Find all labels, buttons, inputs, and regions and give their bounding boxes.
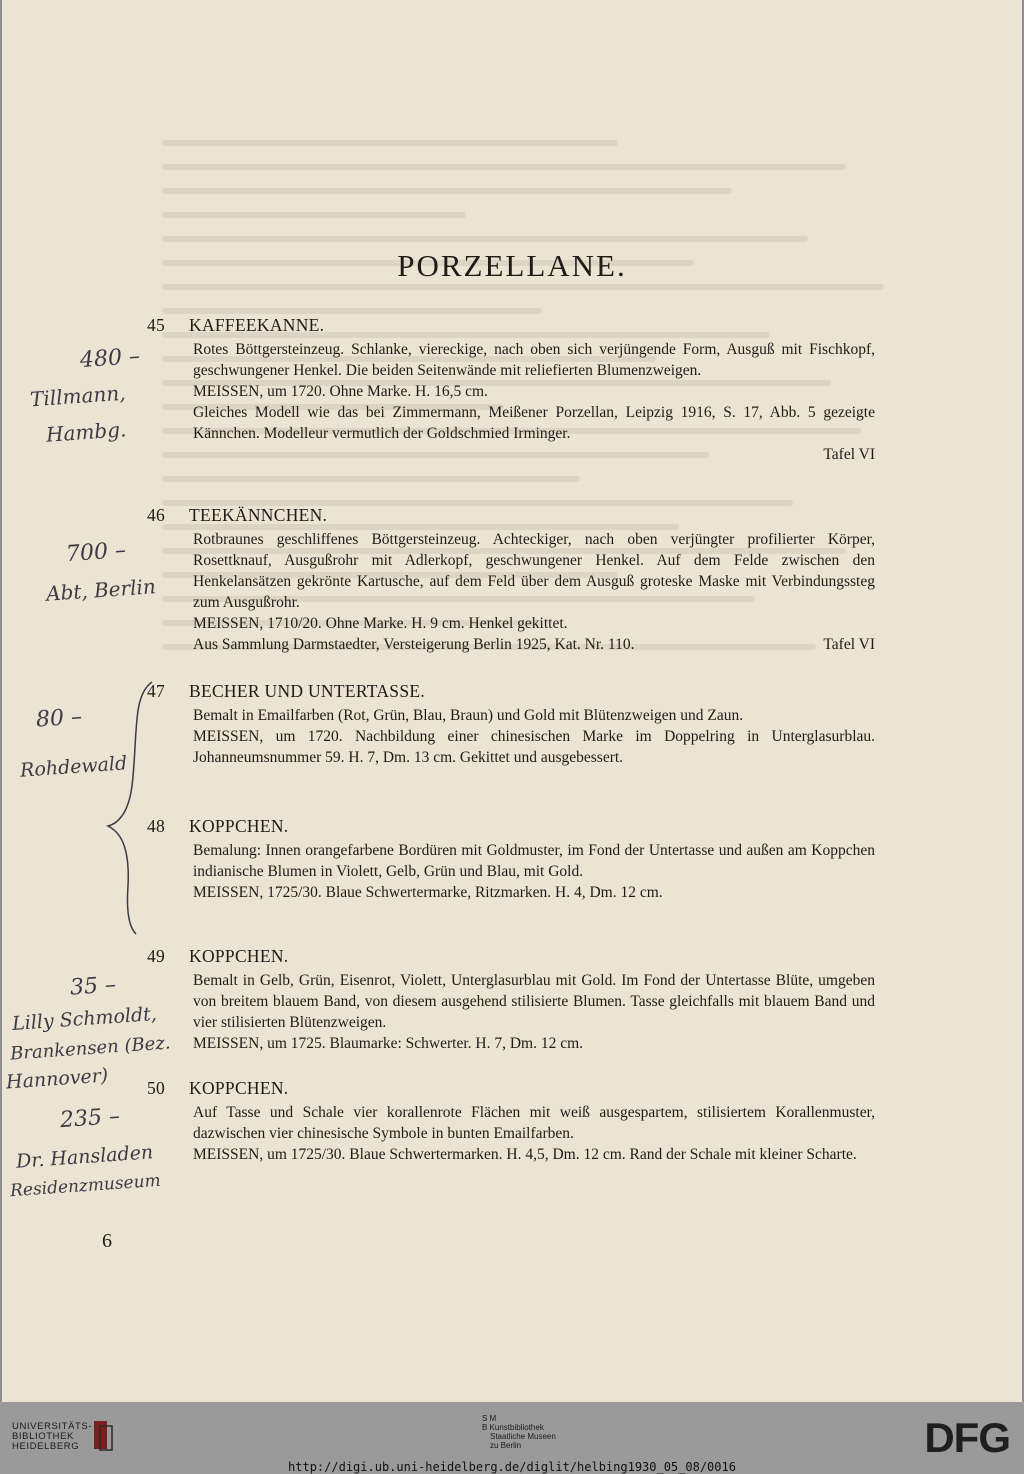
handwritten-buyer-49-place: Brankensen (Bez. [9, 1032, 172, 1065]
catalog-entry-48 [147, 815, 875, 903]
entry-description: Bemalt in Gelb, Grün, Eisenrot, Violett, Unterglasurblau mit Gold. Im Fond der Untertasse Blüte, umgeben von breitem blauem Band, von diesem ausgehend stilisierte Blumen. Tasse gleichfalls mit blauem Band und vier stilisierten Blütenzweigen. [193, 972, 875, 1031]
library-mark-icon [92, 1418, 114, 1452]
page-number: 6 [102, 1230, 112, 1252]
entry-provenance-row [193, 634, 875, 655]
entry-description: Rotes Böttgersteinzeug. Schlanke, viereckige, nach oben sich verjüngende Form, Ausguß mit Fischkopf, geschwungener Henkel. Die beiden Seitenwände mit reliefierten Blumenzweigen. [193, 341, 875, 379]
entry-title: KOPPCHEN. [189, 946, 289, 966]
entry-body [193, 970, 875, 1054]
entry-title: TEEKÄNNCHEN. [189, 505, 328, 525]
handwritten-price-49: 35 – [69, 972, 117, 1001]
source-url-link[interactable]: http://digi.ub.uni-heidelberg.de/diglit/helbing1930_05_08/0016 [288, 1460, 736, 1474]
entry-origin: MEISSEN, um 1725. Blaumarke: Schwerter. H. 7, Dm. 12 cm. [193, 1035, 584, 1052]
entry-provenance: Aus Sammlung Darmstaedter, Versteigerung Berlin 1925, Kat. Nr. 110. [193, 636, 635, 653]
page-title: PORZELLANE. [397, 248, 627, 283]
document-page [2, 0, 1022, 1402]
entry-description: Bemalung: Innen orangefarbene Bordüren mit Goldmuster, im Fond der Untertasse und außen am Koppchen indianische Blumen in Violett, Gelb, Grün und Blau, mit Gold. [193, 842, 875, 880]
handwritten-buyer-46: Abt, Berlin [45, 574, 157, 606]
entry-body [193, 705, 875, 768]
handwritten-price-47: 80 – [35, 704, 83, 733]
entry-number: 45 [147, 315, 166, 335]
handwritten-price-50: 235 – [59, 1103, 121, 1134]
entry-title: KOPPCHEN. [189, 816, 289, 836]
entry-body [193, 529, 875, 655]
catalog-entry-47 [147, 680, 875, 768]
catalog-entry-45 [147, 314, 875, 465]
entry-description: Auf Tasse und Schale vier korallenrote Flächen mit weiß ausgespartem, stilisiertem Korallenmuster, dazwischen vier chinesische Symbole in bunten Emailfarben. [193, 1104, 875, 1142]
handwritten-buyer-45: Tillmann, [29, 380, 127, 412]
entry-description: Bemalt in Emailfarben (Rot, Grün, Blau, Braun) und Gold mit Blütenzweigen und Zaun. [193, 707, 744, 724]
entry-number: 49 [147, 946, 166, 966]
smb-line: B Kunstbibliothek [482, 1423, 544, 1432]
entry-description: Rotbraunes geschliffenes Böttgersteinzeug. Achteckiger, nach oben verjüngter profilierter Körper, Rosettknauf, Ausgußrohr mit Adlerkopf, geschwungener Henkel. Auf dem Felde zwischen den Henkelansätzen gekrönte Kartusche, auf dem Feld über dem Ausguß groteske Maske mit Verbindungssteg zum Ausgußrohr. [193, 531, 875, 611]
uni-logo-line: UNIVERSITÄTS- [12, 1421, 93, 1432]
handwritten-brace [102, 676, 162, 938]
entry-heading [147, 680, 875, 702]
entry-body [193, 1102, 875, 1165]
smb-line: zu Berlin [490, 1441, 522, 1450]
entry-heading [147, 945, 875, 967]
handwritten-buyer-47: Rohdewald [19, 752, 128, 782]
uni-logo-line: BIBLIOTHEK [12, 1431, 74, 1442]
entry-heading [147, 504, 875, 526]
handwritten-buyer-49-city: Hannover) [5, 1064, 109, 1094]
smb-line: S M [482, 1414, 497, 1423]
entry-title: KOPPCHEN. [189, 1078, 289, 1098]
entry-heading [147, 314, 875, 336]
handwritten-buyer-45-city: Hambg. [45, 417, 128, 447]
entry-origin: MEISSEN, 1725/30. Blaue Schwertermarke, Ritzmarken. H. 4, Dm. 12 cm. [193, 884, 663, 901]
entry-number: 47 [147, 681, 166, 701]
entry-origin: MEISSEN, um 1720. Ohne Marke. H. 16,5 cm. [193, 383, 488, 400]
entry-title: BECHER UND UNTERTASSE. [189, 681, 426, 701]
university-library-logo [12, 1422, 92, 1452]
handwritten-buyer-50: Dr. Hansladen [15, 1141, 154, 1173]
entry-heading [147, 815, 875, 837]
smb-logo [482, 1414, 556, 1450]
entry-body [193, 840, 875, 903]
viewer-footer [0, 1402, 1024, 1474]
entry-title: KAFFEEKANNE. [189, 315, 325, 335]
entry-heading [147, 1077, 875, 1099]
catalog-entry-49 [147, 945, 875, 1054]
entry-body [193, 339, 875, 465]
entry-tafel: Tafel VI [823, 636, 875, 653]
handwritten-buyer-49: Lilly Schmoldt, [11, 1002, 158, 1036]
uni-logo-line: HEIDELBERG [12, 1441, 80, 1452]
dfg-logo: DFG [924, 1414, 1010, 1461]
entry-number: 48 [147, 816, 166, 836]
entry-tafel: Tafel VI [823, 446, 875, 463]
catalog-entry-46 [147, 504, 875, 655]
entry-reference: Gleiches Modell wie das bei Zimmermann, Meißener Porzellan, Leipzig 1916, S. 17, Abb. 5 gezeigte Kännchen. Modelleur vermutlich der Goldschmied Irminger. [193, 404, 875, 442]
catalog-entry-50 [147, 1077, 875, 1165]
entry-number: 50 [147, 1078, 166, 1098]
entry-origin: MEISSEN, um 1720. Nachbildung einer chinesischen Marke im Doppelring in Unterglasurblau. Johanneumsnummer 59. H. 7, Dm. 13 cm. Gekittet und ausgebessert. [193, 728, 875, 766]
entry-number: 46 [147, 505, 166, 525]
handwritten-price-45: 480 – [79, 343, 141, 374]
entry-origin: MEISSEN, 1710/20. Ohne Marke. H. 9 cm. Henkel gekittet. [193, 615, 568, 632]
entry-origin: MEISSEN, um 1725/30. Blaue Schwertermarken. H. 4,5, Dm. 12 cm. Rand der Schale mit kleiner Scharte. [193, 1146, 857, 1163]
smb-line: Staatliche Museen [490, 1432, 556, 1441]
handwritten-price-46: 700 – [65, 537, 127, 568]
handwritten-buyer-50-place: Residenzmuseum [9, 1170, 162, 1202]
